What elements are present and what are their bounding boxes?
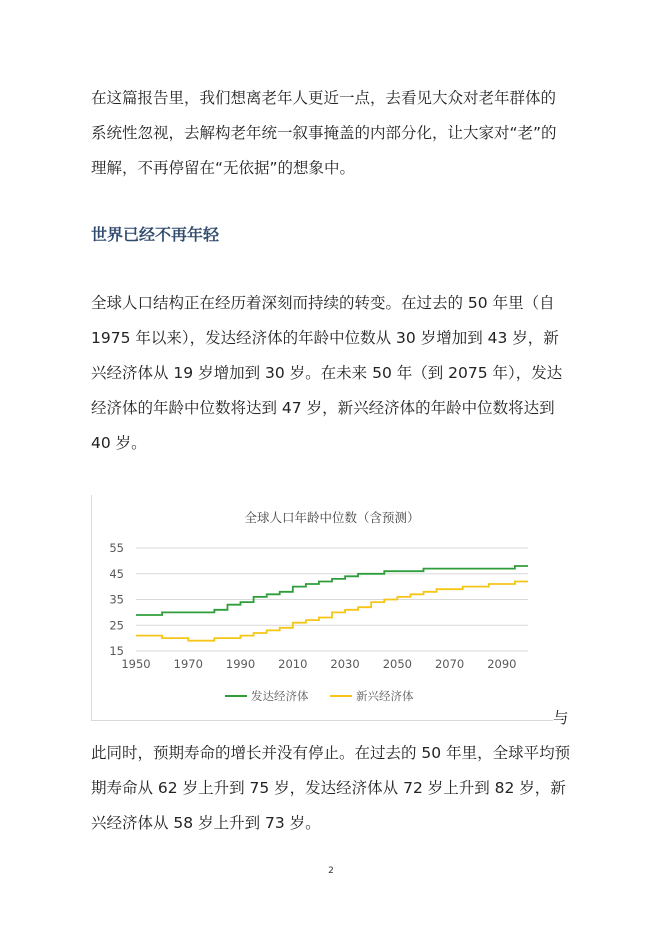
trailing-character: 与 xyxy=(553,709,569,727)
legend-label-1: 新兴经济体 xyxy=(356,689,414,703)
x-tick-label-1950: 1950 xyxy=(121,657,151,671)
y-tick-label-45: 45 xyxy=(109,566,124,581)
intro-paragraph: 在这篇报告里，我们想离老年人更近一点，去看见大众对老年群体的系统性忽视，去解构老年统一叙事掩盖的内部分化，让大家对“老”的理解，不再停留在“无依据”的想象中。 xyxy=(91,89,557,177)
demographics-paragraph: 全球人口结构正在经历着深刻而持续的转变。在过去的 50 年里（自 1975 年以来），发达经济体的年龄中位数从 30 岁增加到 43 岁，新兴经济体从 19 岁增加到 30 岁。在未来 50 年（到 2075 年），发达经济体的年龄中位数将达到 47 岁，新兴经济体的年龄中位数将达到 40 岁。 xyxy=(91,294,563,452)
median-age-chart xyxy=(91,495,553,721)
y-tick-label-25: 25 xyxy=(109,618,124,633)
section-heading: 世界已经不再年轻 xyxy=(91,225,220,244)
x-tick-label-1990: 1990 xyxy=(225,657,256,671)
y-tick-label-35: 35 xyxy=(109,592,124,607)
y-tick-label-55: 55 xyxy=(109,541,124,555)
x-tick-label-2010: 2010 xyxy=(278,657,308,671)
page-number: 2 xyxy=(328,866,334,876)
life-expectancy-paragraph: 此同时，预期寿命的增长并没有停止。在过去的 50 年里，全球平均预期寿命从 62 岁上升到 75 岁，发达经济体从 72 岁上升到 82 岁，新兴经济体从 58 岁上升到 73 岁。 xyxy=(91,744,571,832)
x-tick-label-2030: 2030 xyxy=(330,657,360,671)
x-tick-label-2070: 2070 xyxy=(434,657,465,671)
chart-svg xyxy=(92,495,554,721)
y-tick-label-15: 15 xyxy=(109,644,124,658)
legend-label-0: 发达经济体 xyxy=(251,689,309,703)
series-line-1 xyxy=(136,582,528,641)
x-tick-label-1970: 1970 xyxy=(173,657,203,671)
chart-title: 全球人口年龄中位数（含预测） xyxy=(244,510,420,525)
x-tick-label-2090: 2090 xyxy=(487,657,517,671)
x-tick-label-2050: 2050 xyxy=(382,657,412,671)
